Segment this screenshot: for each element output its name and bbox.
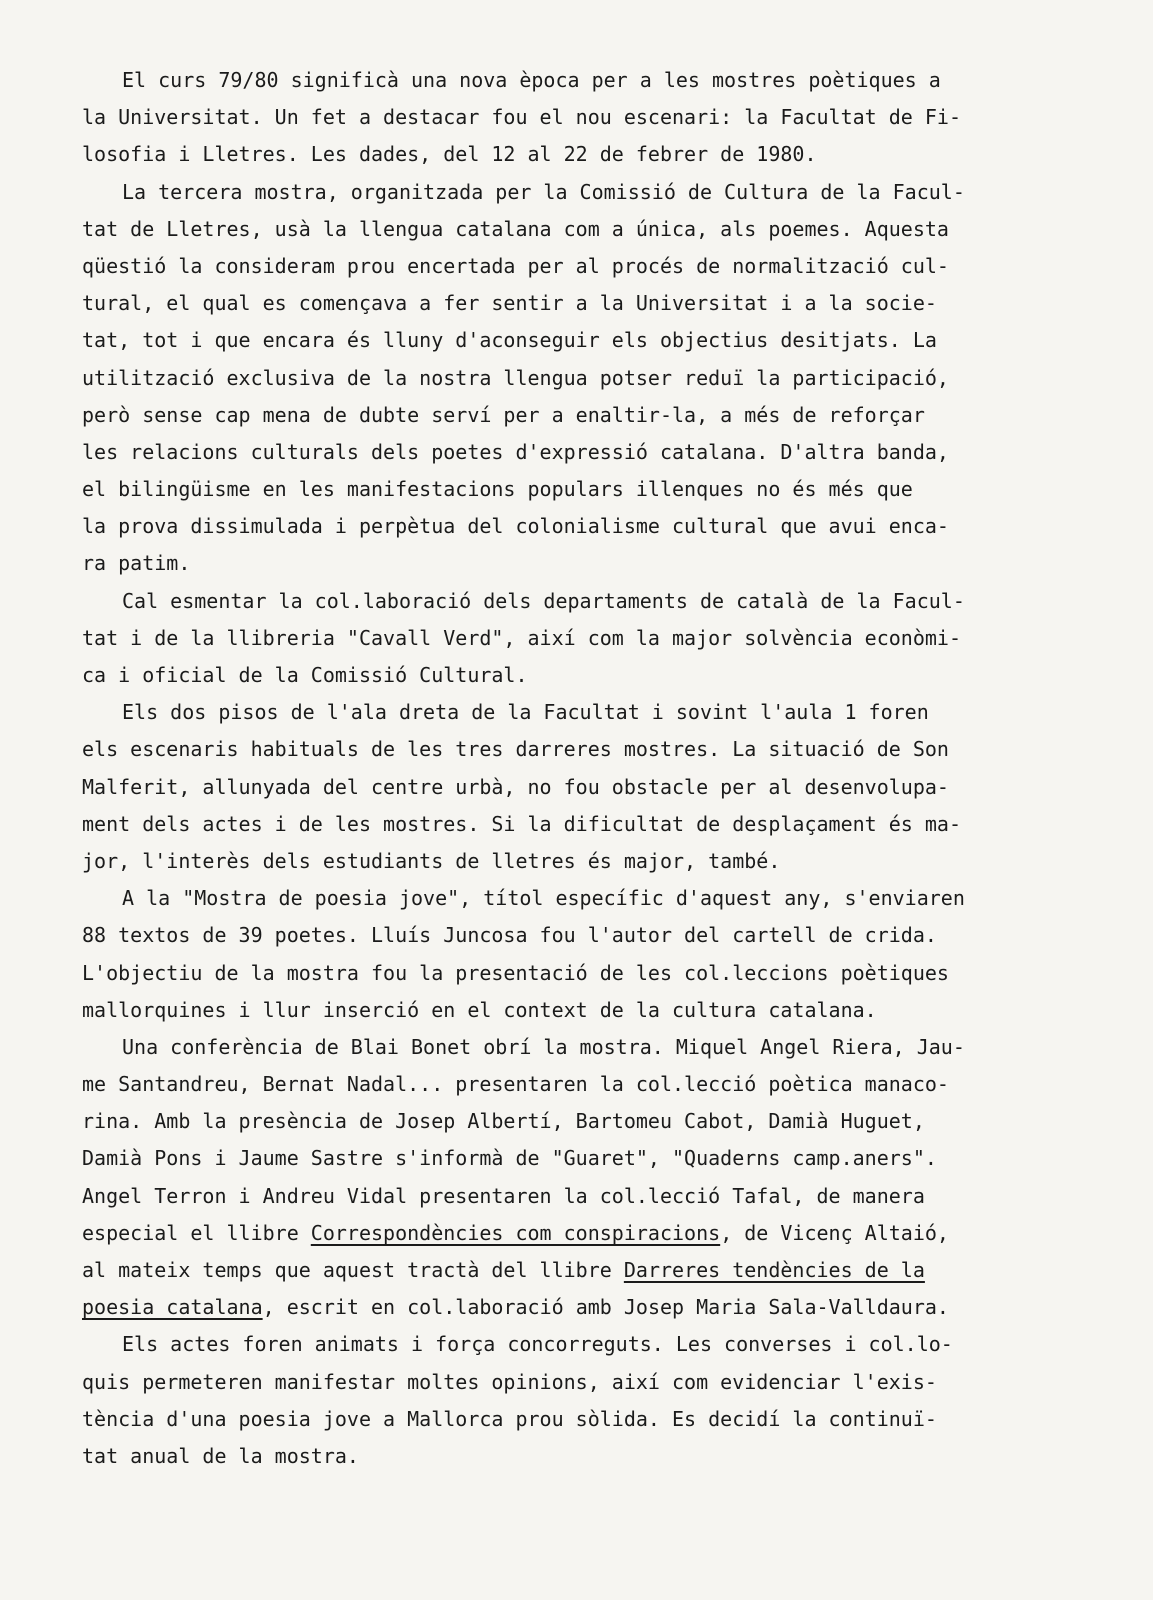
text-line: Malferit, allunyada del centre urbà, no fou obstacle per al desenvolupa- — [82, 774, 949, 799]
paragraph-3 — [82, 583, 1072, 695]
text-line: tural, el qual es començava a fer sentir a la Universitat i a la socie- — [82, 291, 937, 316]
text-run: , de Vicenç Altaió, — [720, 1220, 949, 1245]
text-line: L'objectiu de la mostra fou la presentació de les col.leccions poètiques — [82, 960, 949, 985]
text-line: mallorquines i llur inserció en el context de la cultura catalana. — [82, 997, 877, 1022]
text-line: qüestió la consideram prou encertada per al procés de normalització cul- — [82, 253, 949, 278]
book-title-underlined: poesia catalana — [82, 1295, 263, 1320]
text-line: Damià Pons i Jaume Sastre s'informà de "Guaret", "Quaderns camp.aners". — [82, 1146, 937, 1171]
text-line: tat i de la llibreria "Cavall Verd", així com la major solvència econòmi- — [82, 625, 961, 650]
text-line: però sense cap mena de dubte serví per a enaltir-la, a més de reforçar — [82, 402, 925, 427]
text-line: rina. Amb la presència de Josep Albertí, Bartomeu Cabot, Damià Huguet, — [82, 1109, 925, 1134]
text-line: El curs 79/80 significà una nova època per a les mostres poètiques a — [122, 68, 941, 92]
book-title-underlined: Darreres tendències de la — [623, 1258, 925, 1282]
text-line: el bilingüisme en les manifestacions populars illenques no és més que — [82, 477, 913, 502]
text-line: tència d'una poesia jove a Mallorca prou sòlida. Es decidí la continuï- — [82, 1406, 937, 1431]
text-line: tat anual de la mostra. — [82, 1443, 359, 1468]
text-line-with-title — [82, 1289, 1072, 1326]
text-line: ment dels actes i de les mostres. Si la dificultat de desplaçament és ma- — [82, 811, 961, 836]
text-line-with-title — [82, 1252, 1072, 1289]
text-line: la Universitat. Un fet a destacar fou el nou escenari: la Facultat de Fi- — [82, 105, 961, 130]
text-line: jor, l'interès dels estudiants de lletres és major, també. — [82, 848, 781, 873]
book-title-underlined: Correspondències com conspiracions — [310, 1220, 721, 1245]
paragraph-1 — [82, 62, 1072, 174]
text-line: me Santandreu, Bernat Nadal... presentaren la col.lecció poètica manaco- — [82, 1072, 949, 1097]
paragraph-6 — [82, 1029, 1072, 1327]
text-line: losofia i Lletres. Les dades, del 12 al 22 de febrer de 1980. — [82, 142, 817, 167]
text-line: utilització exclusiva de la nostra llengua potser reduï la participació, — [82, 365, 949, 390]
text-line: Els dos pisos de l'ala dreta de la Facultat i sovint l'aula 1 foren — [122, 700, 929, 725]
text-line: ca i oficial de la Comissió Cultural. — [82, 663, 528, 687]
text-line-with-title — [82, 1215, 1072, 1252]
text-line: tat, tot i que encara és lluny d'aconseguir els objectius desitjats. La — [82, 328, 937, 353]
text-line: A la "Mostra de poesia jove", títol específic d'aquest any, s'enviaren — [122, 886, 965, 911]
paragraph-5 — [82, 880, 1072, 1029]
text-run: , escrit en col.laboració amb Josep Maria Sala-Valldaura. — [262, 1295, 949, 1320]
text-line: Angel Terron i Andreu Vidal presentaren la col.lecció Tafal, de manera — [82, 1183, 925, 1208]
text-line: la prova dissimulada i perpètua del colonialisme cultural que avui enca- — [82, 514, 949, 539]
text-line: 88 textos de 39 poetes. Lluís Juncosa fou l'autor del cartell de crida. — [82, 923, 937, 948]
text-line: Cal esmentar la col.laboració dels departaments de català de la Facul- — [122, 588, 965, 613]
text-line: Els actes foren animats i força concorreguts. Les converses i col.lo- — [122, 1332, 953, 1357]
text-line: les relacions culturals dels poetes d'expressió catalana. D'altra banda, — [82, 439, 949, 464]
paragraph-2 — [82, 174, 1072, 583]
text-line: els escenaris habituals de les tres darreres mostres. La situació de Son — [82, 737, 949, 762]
paragraph-7 — [82, 1326, 1072, 1475]
text-run: al mateix temps que aquest tractà del llibre — [82, 1258, 624, 1282]
text-line: Una conferència de Blai Bonet obrí la mostra. Miquel Angel Riera, Jau- — [122, 1034, 965, 1059]
text-line: La tercera mostra, organitzada per la Comissió de Cultura de la Facul- — [122, 179, 965, 204]
text-run: especial el llibre — [82, 1220, 311, 1245]
paragraph-4 — [82, 694, 1072, 880]
document-body — [82, 62, 1072, 1475]
text-line: ra patim. — [82, 551, 191, 576]
text-line: tat de Lletres, usà la llengua catalana com a única, als poemes. Aquesta — [82, 216, 949, 241]
text-line: quis permeteren manifestar moltes opinions, així com evidenciar l'exis- — [82, 1369, 937, 1394]
